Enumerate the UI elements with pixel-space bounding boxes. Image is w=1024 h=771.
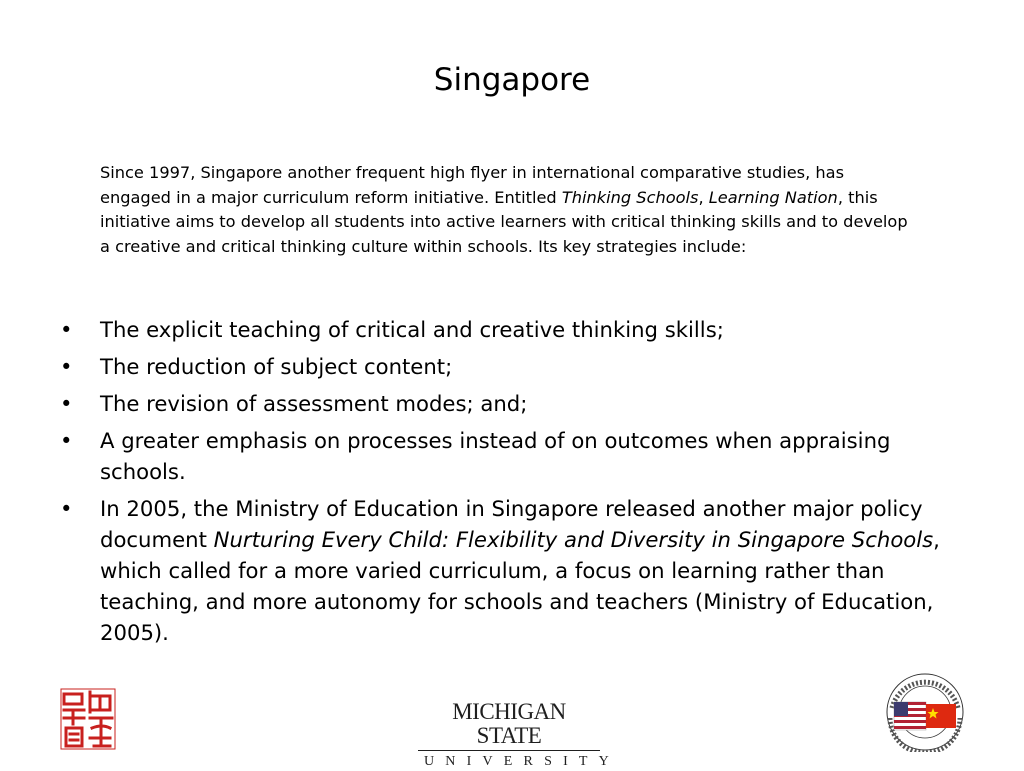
- bullet-icon: •: [60, 428, 73, 453]
- bullet-icon: •: [60, 391, 73, 416]
- bullet-icon: •: [60, 354, 73, 379]
- list-item: [58, 388, 978, 419]
- us-china-center-logo: [870, 668, 980, 752]
- list-item: [58, 425, 978, 487]
- list-item: [58, 493, 978, 648]
- us-flag-icon: [894, 702, 926, 730]
- us-china-center-icon: [870, 668, 980, 752]
- list-item-text-before: In 2005, the Ministry of Education in Singapore released another major policy document: [100, 496, 923, 552]
- msu-logo: [418, 699, 620, 769]
- strategy-list: [58, 314, 978, 654]
- list-item: [58, 351, 978, 382]
- document-title-italic: Nurturing Every Child: Flexibility and Diversity in Singapore Schools: [213, 527, 934, 552]
- list-item-text: The reduction of subject content;: [100, 354, 453, 379]
- intro-paragraph: [100, 161, 920, 259]
- red-seal-icon: [60, 688, 116, 750]
- intro-text-1: Since 1997, Singapore another frequent high flyer in international comparative studies, has engaged in a major curriculum reform initiative. Entitled: [100, 163, 845, 207]
- intro-separator: ,: [698, 187, 709, 207]
- bullet-icon: •: [60, 496, 73, 521]
- list-item-text-after: , which called for a more varied curriculum, a focus on learning rather than teaching, and more autonomy for schools and teachers (Ministry of Education, 2005).: [100, 527, 940, 645]
- intro-italic-1: Thinking Schools: [561, 187, 699, 207]
- list-item-text: The explicit teaching of critical and creative thinking skills;: [100, 317, 724, 342]
- list-item-text: The revision of assessment modes; and;: [100, 391, 528, 416]
- list-item-text: A greater emphasis on processes instead of on outcomes when appraising schools.: [100, 428, 891, 484]
- list-item: [58, 314, 978, 345]
- msu-name: MICHIGAN STATE: [452, 699, 566, 748]
- bullet-icon: •: [60, 317, 73, 342]
- msu-divider: [418, 750, 600, 751]
- red-seal-logo: [60, 688, 116, 750]
- msu-university: UNIVERSITY: [424, 754, 620, 769]
- page-title: Singapore: [433, 62, 591, 98]
- china-flag-icon: [926, 704, 956, 728]
- intro-text-2: , this initiative aims to develop all students into active learners with critical thinking skills and to develop a creative and critical thinking culture within schools. Its key strategies include:: [100, 187, 908, 256]
- intro-italic-2: Learning Nation: [708, 187, 838, 207]
